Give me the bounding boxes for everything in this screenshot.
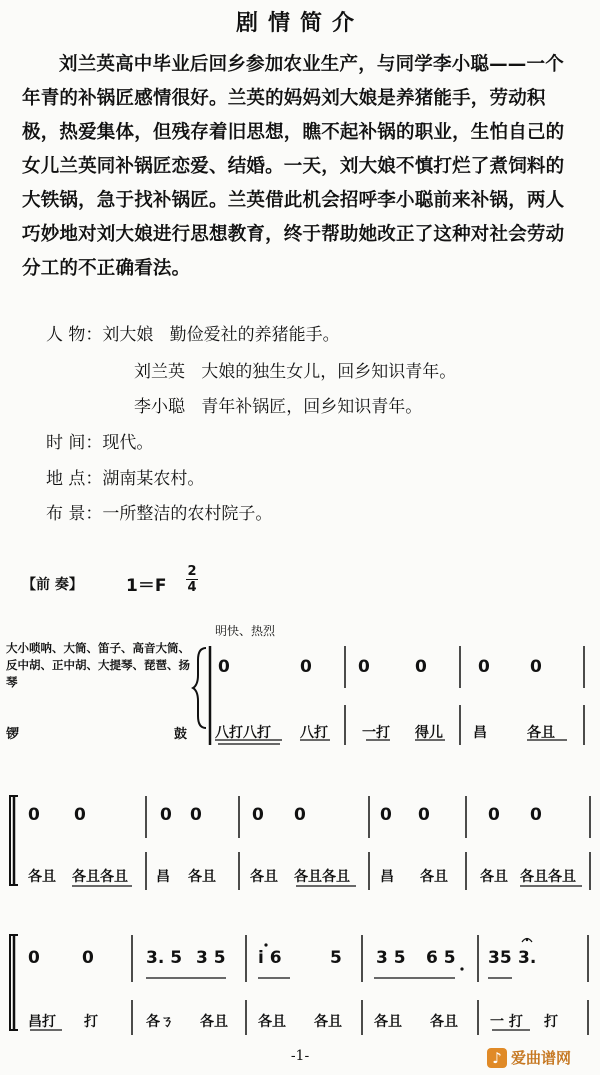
- synopsis-paragraph: 刘兰英高中毕业后回乡参加农业生产，与同学李小聪——一个年青的补锅匠感情很好。兰英的妈妈刘大娘是养猪能手，劳动积极，热爱集体，但残存着旧思想，瞧不起补锅的职业，生怕自己的女儿兰英同补锅匠恋爱、结婚。一天，刘大娘不慎打烂了煮饲料的大铁锅，急于找补锅匠。兰英借此机会招呼李小聪前来补锅，两人巧妙地对刘大娘进行思想教育，终于帮助她改正了这种对社会劳动分工的不正确看法。: [22, 54, 565, 279]
- note: 0: [380, 805, 392, 825]
- note: 0: [190, 805, 202, 825]
- note: 0: [530, 805, 542, 825]
- note: 5: [330, 948, 342, 968]
- note: 0: [82, 948, 94, 968]
- percussion-syllable: 得儿: [415, 725, 443, 741]
- note: 3. 5: [146, 948, 183, 968]
- note: 0: [415, 657, 427, 677]
- character-name: 刘兰英: [134, 362, 185, 382]
- note: 3.: [518, 948, 537, 968]
- percussion-syllable: 各ㄋ: [146, 1014, 174, 1030]
- note: 35: [488, 948, 512, 968]
- note: 0: [28, 948, 40, 968]
- tempo-marking: 明快、热烈: [215, 624, 276, 638]
- character-desc: 勤俭爱社的养猪能手。: [169, 325, 340, 345]
- characters-label: 人 物：: [46, 325, 103, 345]
- note: i 6: [258, 948, 282, 968]
- percussion-syllable: 各且: [314, 1014, 342, 1030]
- percussion-syllable: 各且: [250, 869, 278, 885]
- percussion-syllable: 各且: [258, 1014, 286, 1030]
- character-desc: 青年补锅匠，回乡知识青年。: [201, 397, 423, 417]
- percussion-syllable: 一打: [362, 725, 390, 741]
- note: 0: [478, 657, 490, 677]
- percussion-syllable: 昌: [473, 725, 487, 741]
- character-desc: 大娘的独生女儿，回乡知识青年。: [201, 362, 457, 382]
- page-title: 剧情简介: [235, 11, 364, 36]
- watermark-text: 爱曲谱网: [511, 1049, 572, 1067]
- note: 0: [218, 657, 230, 677]
- note: 0: [160, 805, 172, 825]
- percussion-syllable: 昌: [380, 869, 394, 885]
- time-sig-top: 2: [187, 564, 197, 579]
- key-signature: 1＝F: [126, 576, 167, 596]
- note: 3 5: [196, 948, 226, 968]
- percussion-syllable: 昌: [156, 869, 170, 885]
- character-name: 刘大娘: [102, 325, 154, 345]
- prelude-label: 【前 奏】: [22, 577, 83, 593]
- percussion-syllable: 各且: [28, 869, 56, 885]
- percussion-syllable: 各且: [430, 1014, 458, 1030]
- time-sig-bottom: 4: [187, 580, 197, 595]
- note: 0: [252, 805, 264, 825]
- percussion-syllable: 各且各且: [520, 869, 576, 885]
- percussion-syllable: 各且: [188, 869, 216, 885]
- note: 0: [28, 805, 40, 825]
- percussion-syllable: 各且: [420, 869, 448, 885]
- note: 0: [530, 657, 542, 677]
- percussion-syllable: 各且: [480, 869, 508, 885]
- set-label: 布 景：: [46, 504, 103, 524]
- gong-label: 锣: [6, 727, 20, 742]
- note: 6 5: [426, 948, 456, 968]
- percussion-syllable: 各且各且: [72, 869, 128, 885]
- percussion-syllable: 打: [544, 1014, 558, 1030]
- percussion-syllable: 各且: [374, 1014, 402, 1030]
- place-label: 地 点：: [46, 469, 103, 489]
- character-name: 李小聪: [134, 397, 185, 417]
- note: 0: [300, 657, 312, 677]
- percussion-syllable: 一 打: [490, 1014, 523, 1030]
- percussion-syllable: 昌打: [28, 1014, 56, 1030]
- note: 0: [358, 657, 370, 677]
- note: 0: [294, 805, 306, 825]
- percussion-syllable: 各且: [200, 1014, 228, 1030]
- note: 0: [418, 805, 430, 825]
- watermark-logo: [487, 1046, 597, 1070]
- page-number: -1-: [290, 1048, 310, 1064]
- drum-label: 鼓: [174, 727, 188, 742]
- set-value: 一所整洁的农村院子。: [102, 504, 273, 524]
- place-value: 湖南某农村。: [102, 469, 205, 489]
- note: 0: [74, 805, 86, 825]
- percussion-syllable: 八打: [300, 725, 328, 741]
- percussion-syllable: 打: [84, 1014, 98, 1030]
- time-label: 时 间：: [46, 433, 103, 453]
- note: 3 5: [376, 948, 406, 968]
- time-value: 现代。: [102, 433, 154, 453]
- percussion-syllable: 八打八打: [215, 725, 271, 741]
- percussion-syllable: 各且: [527, 725, 555, 741]
- percussion-syllable: 各且各且: [294, 869, 350, 885]
- music-note-icon: ♪: [487, 1048, 507, 1068]
- instrument-list: 大小唢呐、大筒、笛子、高音大筒、反中胡、正中胡、大提琴、琵琶、扬琴: [6, 641, 190, 689]
- note: 0: [488, 805, 500, 825]
